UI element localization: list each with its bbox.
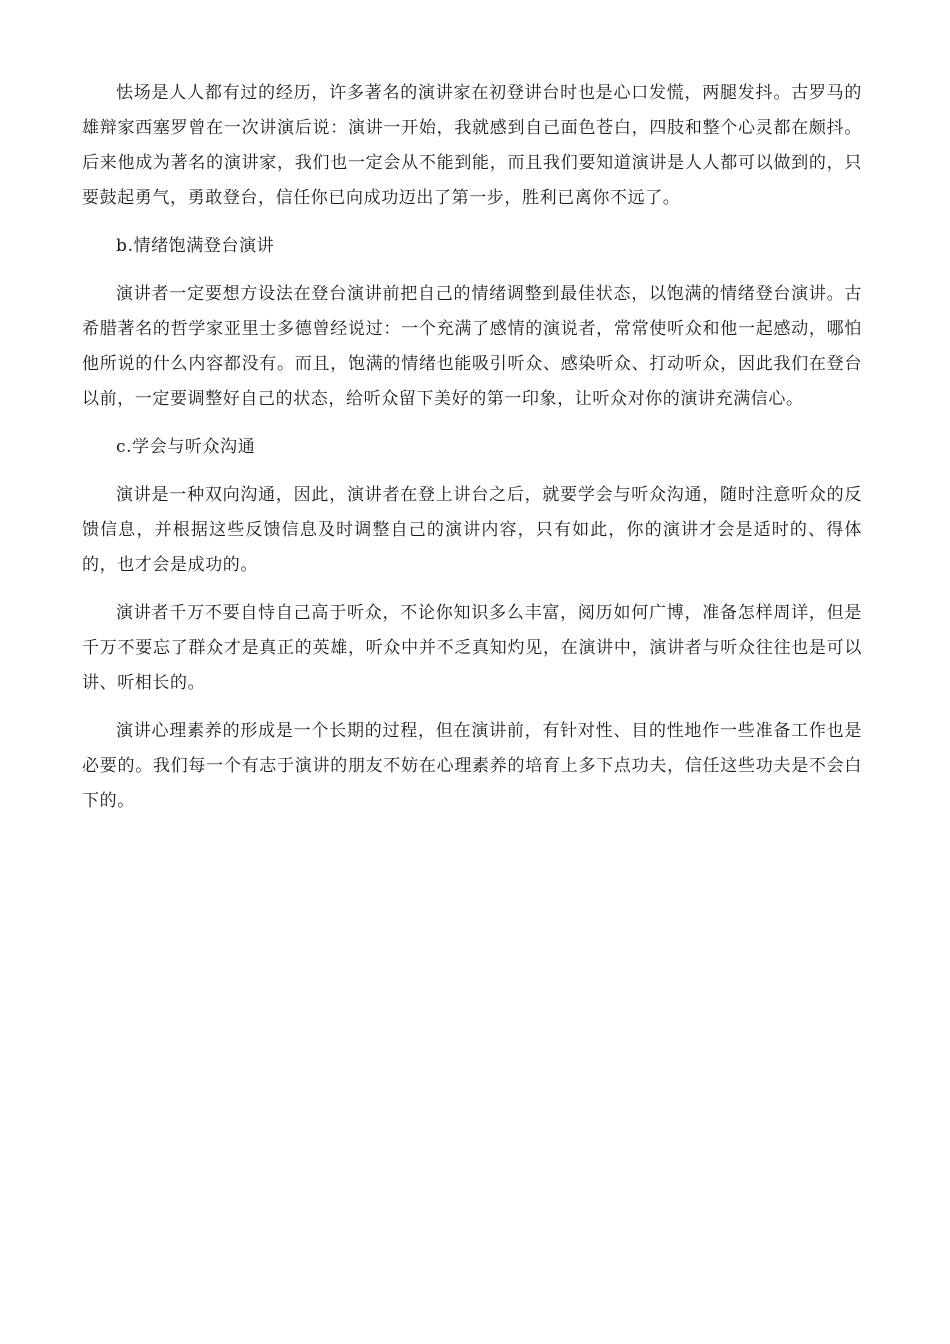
paragraph-communication: 演讲是一种双向沟通，因此，演讲者在登上讲台之后，就要学会与听众沟通，随时注意听众的反馈信息，并根据这些反馈信息及时调整自己的演讲内容，只有如此，你的演讲才会是适时的、得体的，也才会是成功的。: [82, 485, 862, 575]
paragraph-emotion: 演讲者一定要想方设法在登台演讲前把自己的情绪调整到最佳状态，以饱满的情绪登台演讲。古希腊著名的哲学家亚里士多德曾经说过：一个充满了感情的演说者，常常使听众和他一起感动，哪怕他所说的什么内容都没有。而且，饱满的情绪也能吸引听众、感染听众、打动听众，因此我们在登台以前，一定要调整好自己的状态，给听众留下美好的第一印象，让听众对你的演讲充满信心。: [82, 284, 862, 409]
paragraph-conclusion: 演讲心理素养的形成是一个长期的过程，但在演讲前，有针对性、目的性地作一些准备工作也是必要的。我们每一个有志于演讲的朋友不妨在心理素养的培育上多下点功夫，信任这些功夫是不会白下的。: [82, 721, 862, 811]
section-heading-c: c.学会与听众沟通: [116, 437, 256, 457]
document-body: [82, 76, 862, 832]
paragraph-humility: 演讲者千万不要自恃自己高于听众，不论你知识多么丰富，阅历如何广博，准备怎样周详，但是千万不要忘了群众才是真正的英雄，听众中并不乏真知灼见，在演讲中，演讲者与听众往往也是可以讲、听相长的。: [82, 603, 862, 693]
section-heading-b: b.情绪饱满登台演讲: [116, 236, 275, 256]
paragraph-stage-fright: 怯场是人人都有过的经历，许多著名的演讲家在初登讲台时也是心口发慌，两腿发抖。古罗马的雄辩家西塞罗曾在一次讲演后说：演讲一开始，我就感到自己面色苍白，四肢和整个心灵都在颇抖。后来他成为著名的演讲家，我们也一定会从不能到能，而且我们要知道演讲是人人都可以做到的，只要鼓起勇气，勇敢登台，信任你已向成功迈出了第一步，胜利已离你不远了。: [82, 83, 862, 208]
